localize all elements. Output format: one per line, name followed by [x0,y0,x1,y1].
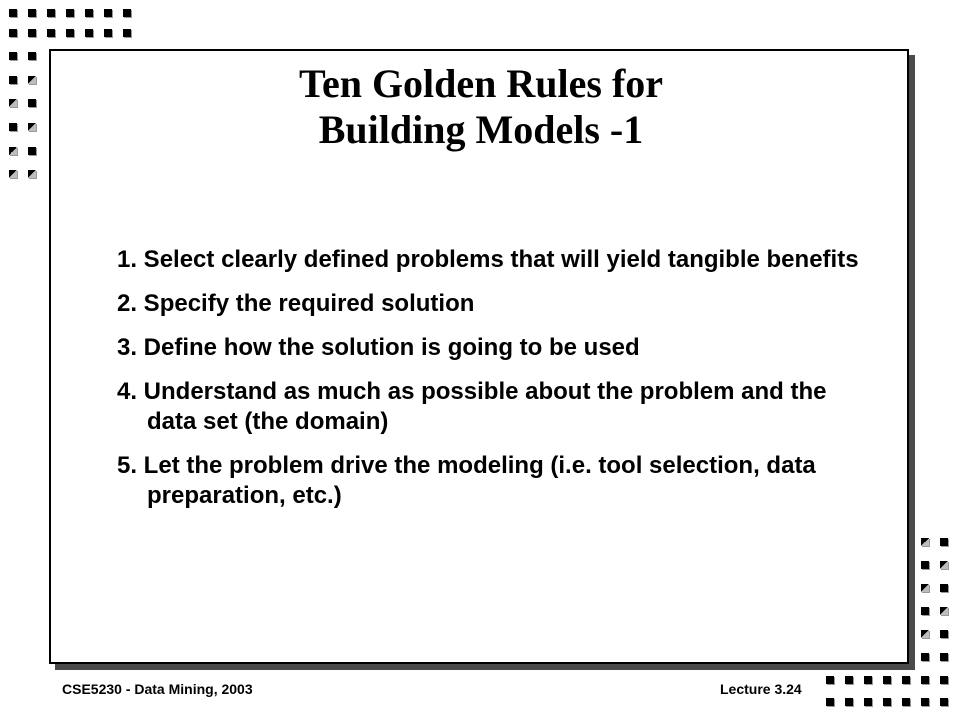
deco-square-icon [864,698,872,706]
deco-square-icon [28,29,36,37]
footer-lecture: Lecture 3.24 [720,681,802,697]
deco-square-icon [883,698,891,706]
deco-square-icon [9,29,17,37]
deco-square-icon [940,538,948,546]
deco-square-icon [66,9,74,17]
deco-square-icon [940,561,948,569]
deco-square-icon [902,698,910,706]
deco-square-icon [940,698,948,706]
deco-square-icon [921,630,929,638]
deco-square-icon [883,676,891,684]
deco-square-icon [940,584,948,592]
rule-item-3: 3. Define how the solution is going to be used [117,334,640,361]
deco-square-icon [921,676,929,684]
deco-square-icon [28,123,36,131]
deco-square-icon [28,52,36,60]
slide-title-line-2: Building Models -1 [318,107,644,152]
deco-square-icon [47,9,55,17]
deco-square-icon [940,676,948,684]
deco-square-icon [9,170,17,178]
rules-list [117,245,877,525]
deco-square-icon [921,538,929,546]
deco-square-icon [9,76,17,84]
deco-square-icon [921,561,929,569]
deco-square-icon [9,123,17,131]
rule-item-1: 1. Select clearly defined problems that will yield tangible benefits [117,246,859,273]
deco-square-icon [826,676,834,684]
deco-square-icon [123,9,131,17]
deco-square-icon [845,676,853,684]
deco-square-icon [921,584,929,592]
slide-card [49,49,909,664]
deco-square-icon [940,607,948,615]
rule-item-2: 2. Specify the required solution [117,290,475,317]
deco-square-icon [104,29,112,37]
deco-square-icon [864,676,872,684]
deco-square-icon [921,653,929,661]
deco-square-icon [940,653,948,661]
deco-square-icon [902,676,910,684]
deco-square-icon [28,9,36,17]
deco-square-icon [921,607,929,615]
deco-square-icon [28,76,36,84]
deco-square-icon [85,29,93,37]
deco-square-icon [940,630,948,638]
deco-square-icon [123,29,131,37]
deco-square-icon [845,698,853,706]
slide-title-line-1: Ten Golden Rules for [298,61,664,106]
slide-title [51,61,911,153]
deco-square-icon [921,698,929,706]
deco-square-icon [28,147,36,155]
deco-square-icon [28,170,36,178]
deco-square-icon [9,147,17,155]
deco-square-icon [104,9,112,17]
footer-course: CSE5230 - Data Mining, 2003 [62,681,253,697]
deco-square-icon [85,9,93,17]
deco-square-icon [9,99,17,107]
deco-square-icon [47,29,55,37]
deco-square-icon [9,9,17,17]
deco-square-icon [826,698,834,706]
deco-square-icon [28,99,36,107]
deco-square-icon [66,29,74,37]
deco-square-icon [9,52,17,60]
rule-item-4: 4. Understand as much as possible about the problem and the data set (the domain) [117,378,827,435]
rule-item-5: 5. Let the problem drive the modeling (i.e. tool selection, data preparation, etc.) [117,452,816,509]
